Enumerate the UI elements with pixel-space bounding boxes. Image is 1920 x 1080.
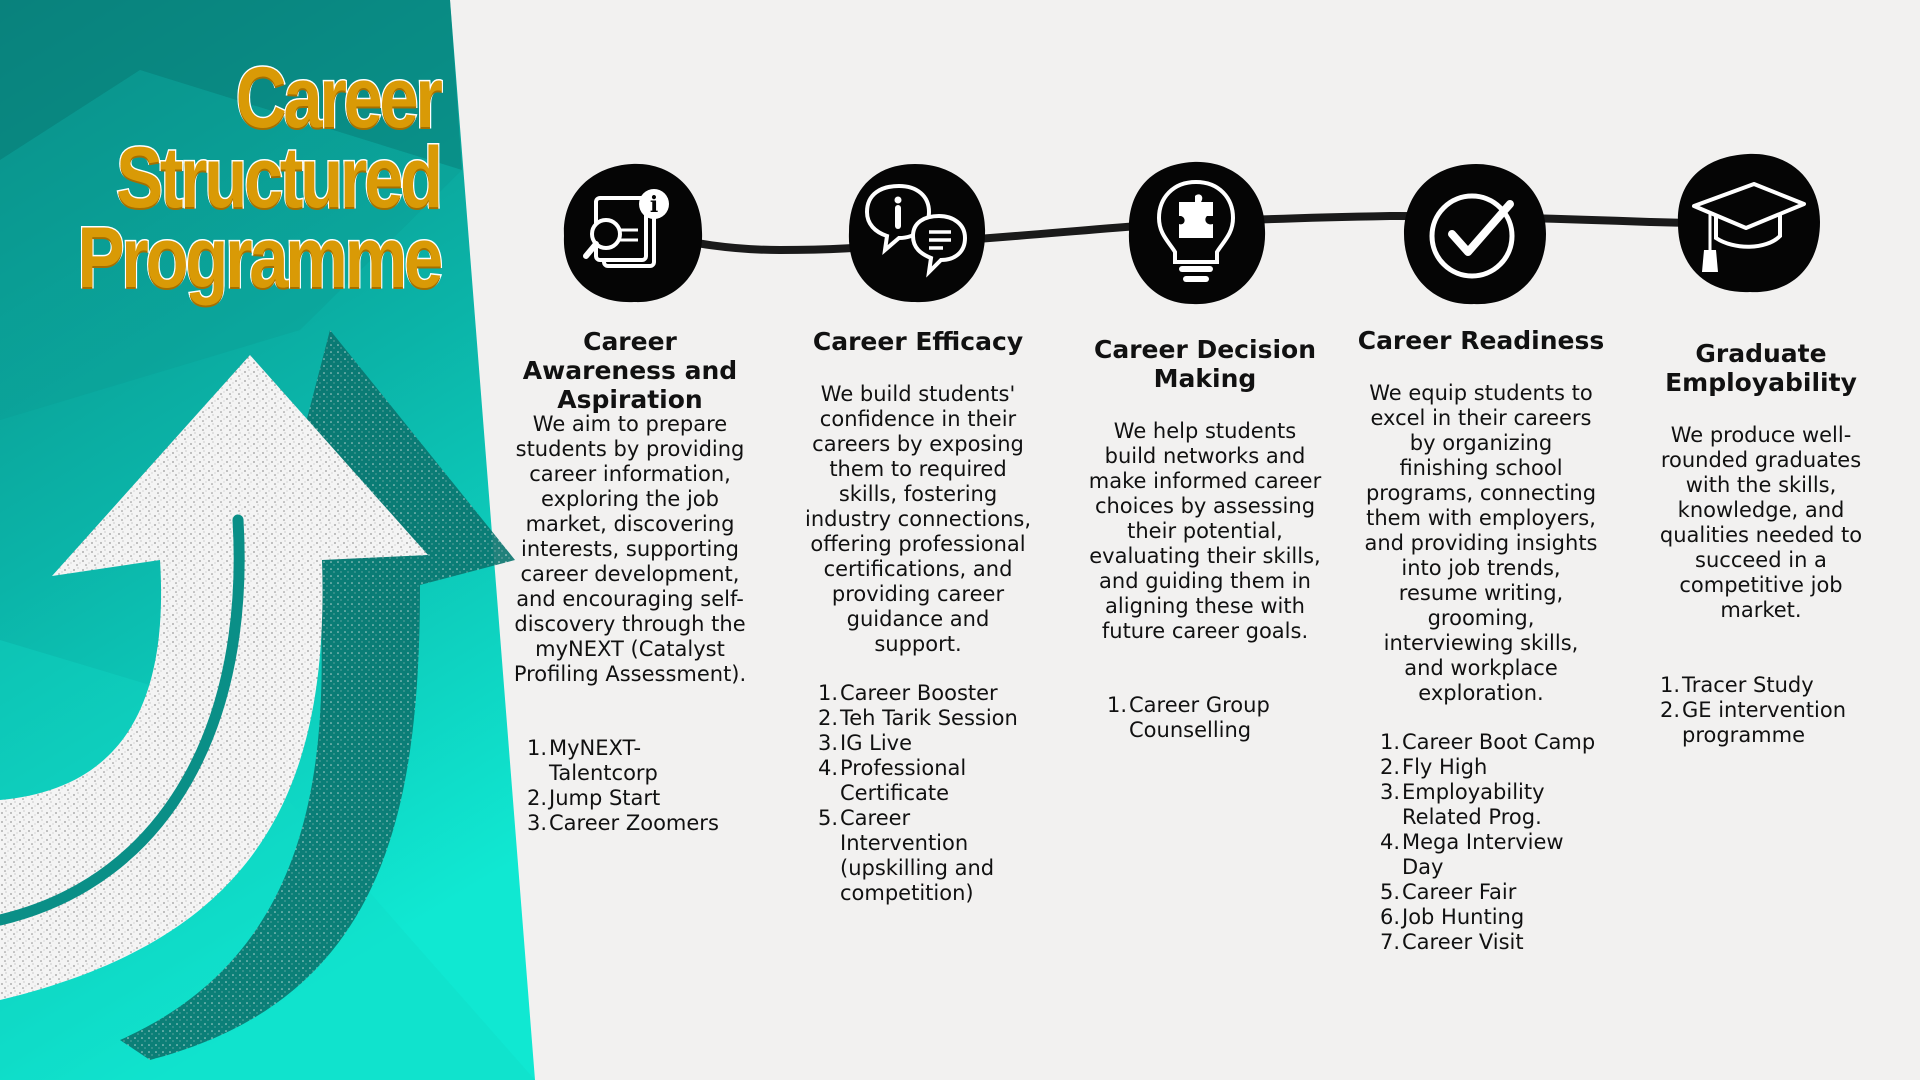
stage-description: We build students' confidence in their careers by exposing them to required skills, fostering industry connections, offering professional certifications, and providing career guidance and support.	[804, 382, 1032, 656]
stage-title: Career Awareness and Aspiration	[522, 327, 738, 414]
stage-programme-list	[1660, 673, 1860, 748]
graduation-cap-icon	[1674, 150, 1824, 296]
list-item: 4. Professional Certificate	[818, 756, 967, 805]
list-item: 2. Fly High	[1380, 755, 1488, 779]
list-item: 1. Career Booster	[818, 681, 998, 705]
stage-title: Career Efficacy	[812, 327, 1024, 356]
list-item: 2. Teh Tarik Session	[818, 706, 1018, 730]
list-item: 6. Job Hunting	[1380, 905, 1525, 929]
list-item: 2. GE intervention programme	[1660, 698, 1847, 747]
stage-title: Career Readiness	[1357, 326, 1605, 355]
svg-text:i: i	[649, 192, 659, 218]
lightbulb-puzzle-icon	[1123, 158, 1269, 308]
stage-programme-list	[1380, 730, 1605, 955]
stage-programme-list	[818, 681, 1033, 906]
stage-description: We help students build networks and make informed career choices by assessing their potential, evaluating their skills, and guiding them in aligning these with future career goals.	[1088, 419, 1322, 643]
list-item: 1. Career Boot Camp	[1380, 730, 1596, 754]
document-search-icon	[558, 160, 706, 306]
title-line-structured: Structured	[116, 130, 440, 226]
stage-description: We produce well-rounded graduates with the skills, knowledge, and qualities needed to succeed in a competitive job market.	[1659, 423, 1863, 622]
list-item: 1. Career Group Counselling	[1107, 693, 1270, 742]
list-item: 7. Career Visit	[1380, 930, 1524, 954]
list-item: 5. Career Fair	[1380, 880, 1517, 904]
title-line-programme: Programme	[77, 210, 440, 306]
list-item: 1. Tracer Study	[1660, 673, 1814, 697]
stage-title: Graduate Employability	[1665, 339, 1857, 397]
list-item: 3. Employability Related Prog.	[1380, 780, 1545, 829]
list-item: 5. Career Intervention (upskilling and competition)	[818, 806, 995, 905]
info-chat-icon	[843, 160, 989, 306]
stage-programme-list	[1107, 693, 1307, 743]
stage-description: We aim to prepare students by providing career information, exploring the job market, discovering interests, supporting career development, and encouraging self-discovery through the myNEXT (Catalyst Profiling Assessment).	[513, 412, 747, 686]
check-circle-icon	[1400, 160, 1550, 308]
stage-description: We equip students to excel in their careers by organizing finishing school programs, connecting them with employers, and providing insights into job trends, resume writing, grooming, interviewing skills, and workplace exploration.	[1364, 381, 1598, 705]
list-item: 2. Jump Start	[527, 786, 661, 810]
stage-title: Career Decision Making	[1093, 335, 1316, 393]
list-item: 1. MyNEXT-Talentcorp	[527, 736, 658, 785]
stage-programme-list	[527, 736, 727, 836]
list-item: 4. Mega Interview Day	[1380, 830, 1564, 879]
list-item: 3. IG Live	[818, 731, 913, 755]
list-item: 3. Career Zoomers	[527, 811, 719, 835]
title-line-career: Career	[236, 50, 440, 146]
